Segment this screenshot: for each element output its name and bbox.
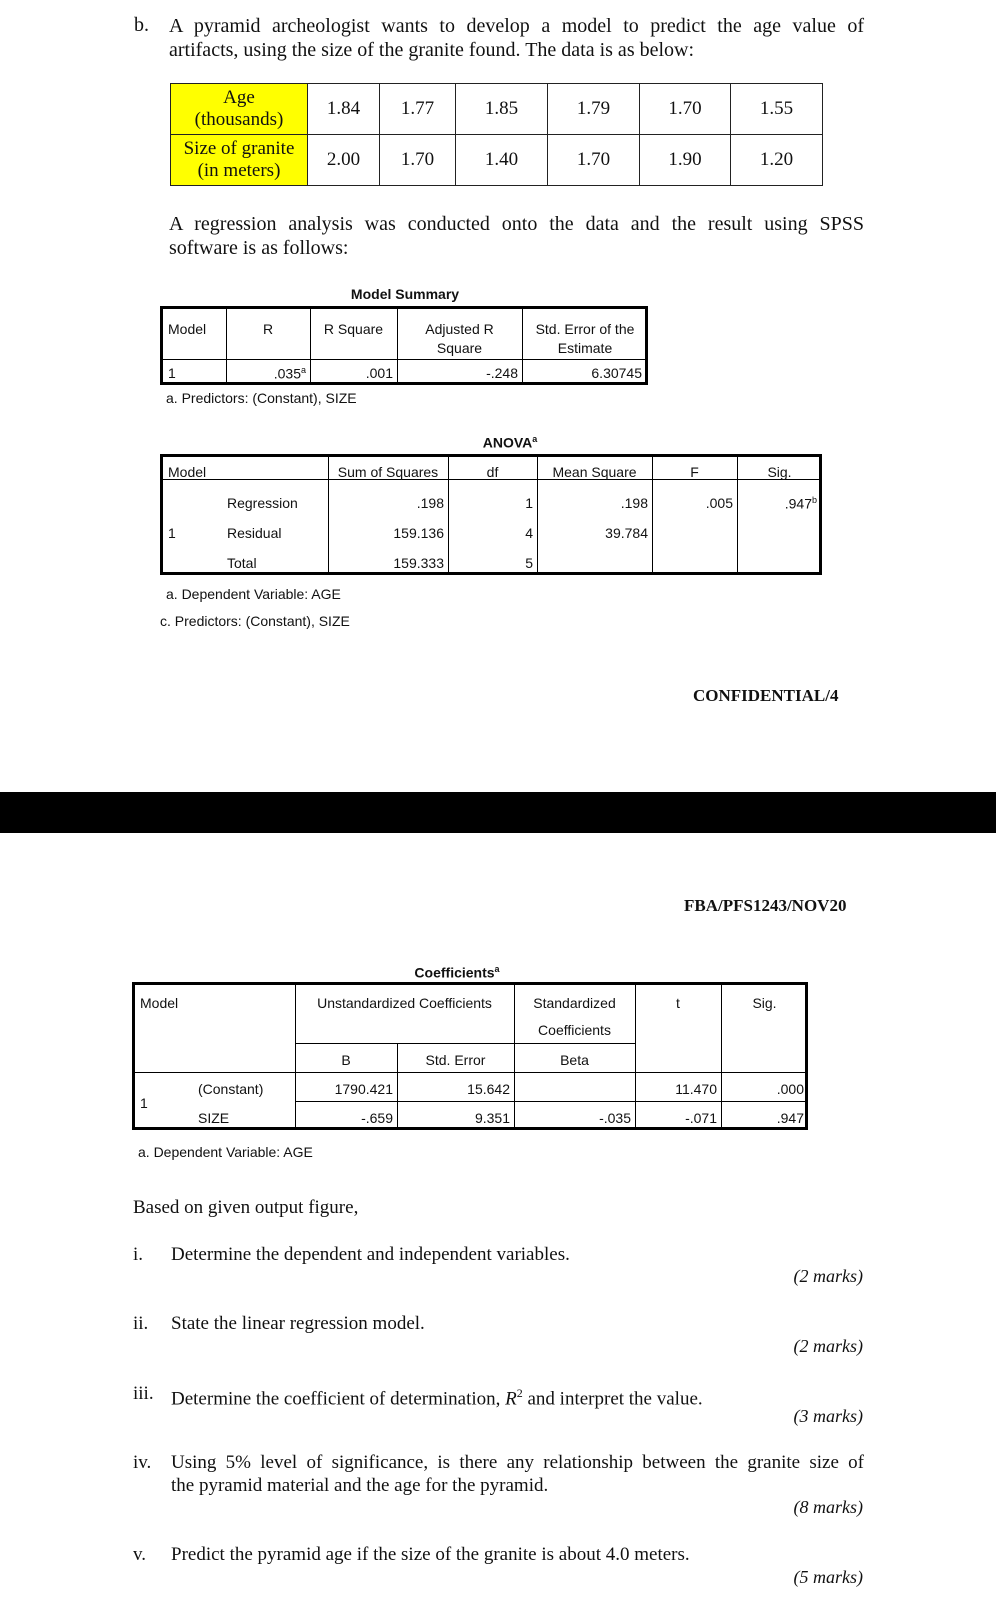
ss-value: 159.136 — [393, 525, 444, 541]
subquestion-marks: (8 marks) — [793, 1497, 863, 1517]
ss-value: .198 — [416, 495, 444, 511]
col-header: Unstandardized Coefficients — [317, 995, 492, 1011]
model-number: 1 — [168, 365, 176, 381]
size-header: Size of granite (in meters) — [171, 135, 308, 186]
size-value: 1.20 — [731, 135, 823, 186]
row-label: Residual — [227, 525, 282, 541]
col-header: R Square — [323, 321, 384, 337]
model-number: 1 — [140, 1095, 148, 1111]
sig-value: .000 — [776, 1081, 804, 1097]
col-header: F — [690, 464, 699, 480]
df-value: 4 — [525, 525, 533, 541]
t-value: -.071 — [685, 1110, 717, 1126]
col-header: Model — [140, 995, 179, 1011]
subquestion-text: State the linear regression model. — [171, 1313, 425, 1334]
col-header: Estimate — [557, 340, 613, 356]
coefficients-title: Coefficients$^a$ — [414, 964, 500, 981]
subquestion-number: v. — [133, 1544, 147, 1565]
stderr-value: 9.351 — [474, 1110, 510, 1126]
col-header: Model — [168, 321, 207, 337]
col-header: R — [262, 321, 274, 337]
col-header: Adjusted R — [425, 321, 494, 337]
col-header: t — [676, 995, 680, 1011]
row-label: (Constant) — [198, 1081, 264, 1097]
subquestion-marks: (5 marks) — [793, 1567, 863, 1587]
regression-text-line2: software is as follows: — [169, 237, 349, 259]
t-value: 11.470 — [675, 1081, 717, 1097]
col-header: Beta — [560, 1052, 589, 1068]
ms-value: .198 — [620, 495, 648, 511]
age-value: 1.85 — [456, 84, 548, 135]
subquestion-text: Predict the pyramid age if the size of the granite is about 4.0 meters. — [171, 1544, 690, 1565]
sig-value: .947$^b$ — [784, 495, 817, 512]
regression-text-line1: A regression analysis was conducted onto the data and the result using SPSS — [169, 213, 864, 235]
based-on-text: Based on given output figure, — [133, 1197, 359, 1218]
page-footer: CONFIDENTIAL/4 — [693, 686, 839, 705]
subquestion-marks: (2 marks) — [793, 1336, 863, 1356]
stderr-value: 15.642 — [467, 1081, 510, 1097]
age-value: 1.84 — [308, 84, 380, 135]
f-value: .005 — [705, 495, 733, 511]
subquestion-marks: (3 marks) — [793, 1406, 863, 1426]
col-header: Model — [168, 464, 207, 480]
size-value: 1.70 — [380, 135, 456, 186]
col-header: Sig. — [767, 464, 792, 480]
subquestion-number: iii. — [133, 1383, 154, 1404]
model-summary-footnote: a. Predictors: (Constant), SIZE — [166, 390, 357, 406]
r-value: .035$^a$ — [273, 365, 306, 382]
b-value: 1790.421 — [334, 1081, 393, 1097]
model-summary-table — [160, 286, 650, 406]
row-label: SIZE — [198, 1110, 230, 1126]
table-row — [171, 135, 823, 186]
subquestion-text: Determine the dependent and independent variables. — [171, 1244, 570, 1265]
question-text-line1: A pyramid archeologist wants to develop a model to predict the age value of — [169, 15, 864, 37]
anova-table — [160, 434, 822, 634]
anova-footnote-2: c. Predictors: (Constant), SIZE — [160, 613, 350, 629]
coefficients-table — [132, 964, 808, 1164]
subquestion-number: i. — [133, 1244, 144, 1265]
col-header: Sig. — [752, 995, 777, 1011]
col-header: Sum of Squares — [337, 464, 439, 480]
subquestion-marks: (2 marks) — [793, 1266, 863, 1286]
col-header: Std. Error — [425, 1052, 486, 1068]
age-value: 1.77 — [380, 84, 456, 135]
page-header: FBA/PFS1243/NOV20 — [684, 896, 847, 915]
df-value: 1 — [525, 495, 533, 511]
question-letter: b. — [134, 14, 149, 36]
data-table — [170, 83, 823, 186]
size-value: 1.70 — [548, 135, 640, 186]
col-header: Coefficients — [538, 1022, 611, 1038]
row-label: Total — [227, 555, 257, 571]
age-value: 1.55 — [731, 84, 823, 135]
subquestion-text: Using 5% level of significance, is there any relationship between the granite size of the pyramid material and the age for the pyramid. — [171, 1452, 864, 1496]
age-value: 1.70 — [640, 84, 731, 135]
model-number: 1 — [168, 525, 176, 541]
col-header: Square — [436, 340, 483, 356]
df-value: 5 — [525, 555, 533, 571]
std-error-value: 6.30745 — [591, 365, 642, 381]
question-text — [169, 14, 864, 62]
r-square-value: .001 — [365, 365, 393, 381]
size-value: 2.00 — [308, 135, 380, 186]
col-header: Std. Error of the — [535, 321, 635, 337]
ms-value: 39.784 — [605, 525, 648, 541]
b-value: -.659 — [361, 1110, 393, 1126]
anova-footnote-1: a. Dependent Variable: AGE — [166, 586, 341, 602]
subquestion-number: iv. — [133, 1452, 152, 1473]
age-header: Age (thousands) — [171, 84, 308, 135]
question-text-line2: artifacts, using the size of the granite found. The data is as below: — [169, 39, 695, 61]
page-break-bar — [0, 792, 996, 833]
model-summary-title: Model Summary — [350, 286, 460, 302]
table-row — [171, 84, 823, 135]
size-value: 1.40 — [456, 135, 548, 186]
age-value: 1.79 — [548, 84, 640, 135]
ss-value: 159.333 — [393, 555, 444, 571]
subquestion-text: Determine the coefficient of determination, $R^2$ and interpret the value. — [171, 1386, 703, 1410]
coefficients-footnote: a. Dependent Variable: AGE — [138, 1144, 313, 1160]
col-header: Standardized — [533, 995, 616, 1011]
col-header: B — [341, 1052, 351, 1068]
subquestion-number: ii. — [133, 1313, 149, 1334]
size-value: 1.90 — [640, 135, 731, 186]
row-label: Regression — [227, 495, 298, 511]
regression-text — [169, 212, 864, 260]
anova-title: ANOVA$^a$ — [482, 434, 538, 451]
col-header: df — [486, 464, 499, 480]
adj-r-square-value: -.248 — [486, 365, 518, 381]
sig-value: .947 — [776, 1110, 804, 1126]
beta-value: -.035 — [599, 1110, 631, 1126]
col-header: Mean Square — [552, 464, 637, 480]
